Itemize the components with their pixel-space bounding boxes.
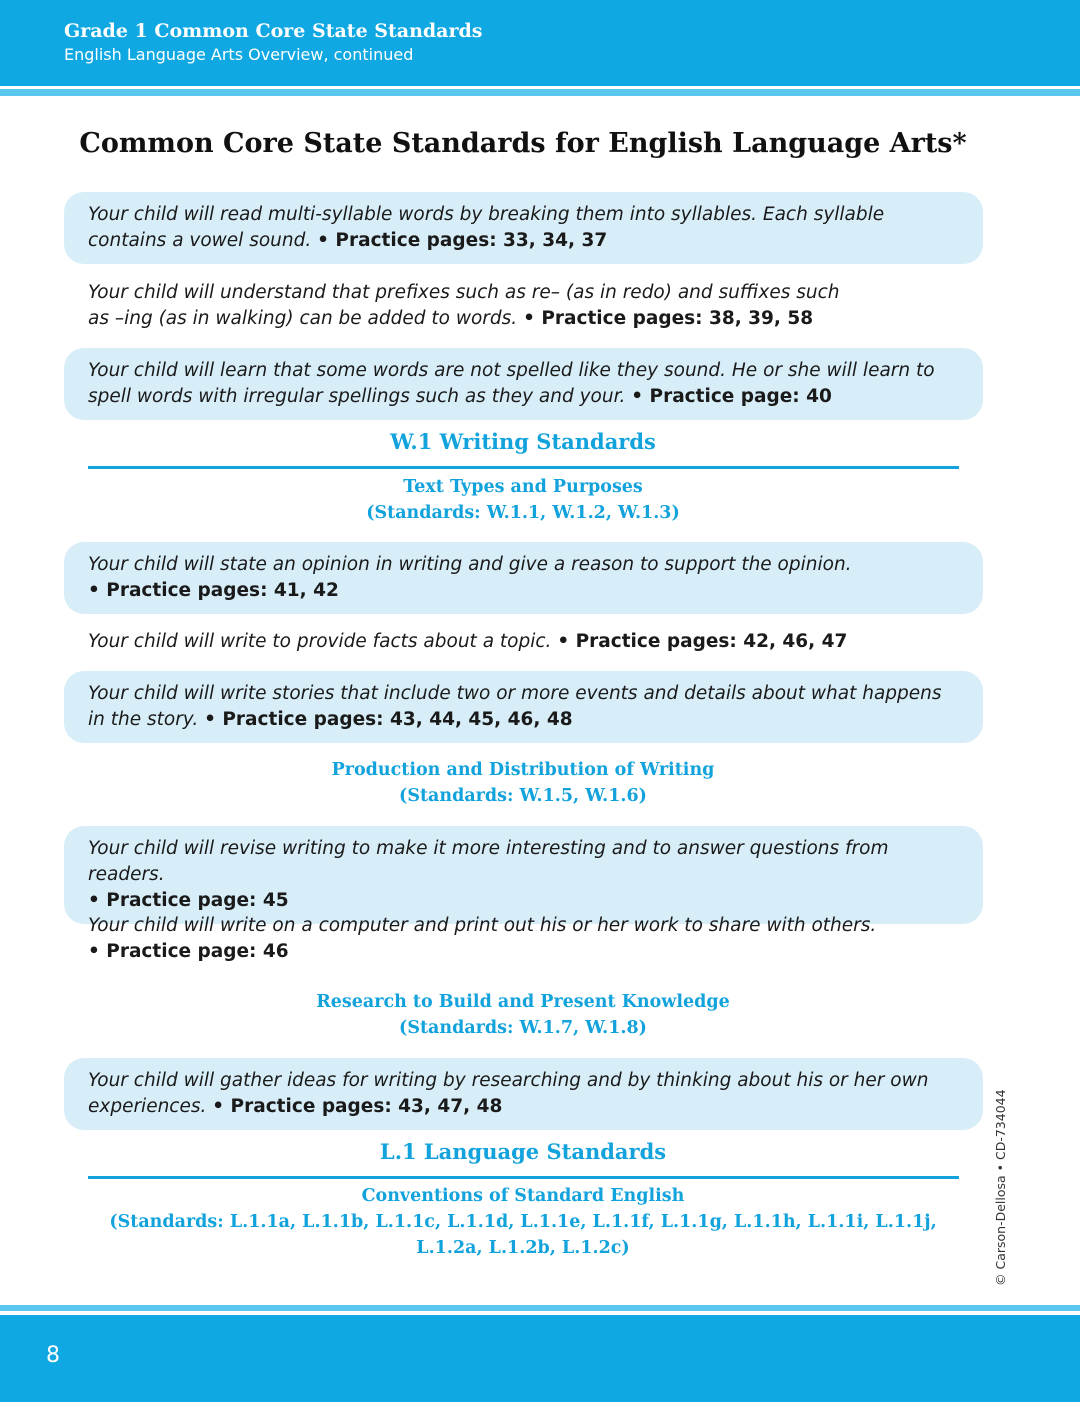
- item-practice-pages: • Practice pages: 43, 44, 45, 46, 48: [204, 709, 573, 730]
- page-number: 8: [46, 1343, 60, 1368]
- item-statement: Your child will understand that prefixes such as re– (as in redo) and suffixes such as –ing (as in walking) can be added to words.: [88, 282, 840, 329]
- header-divider: [0, 89, 1080, 96]
- standard-item: [64, 270, 983, 342]
- item-practice-pages: • Practice pages: 33, 34, 37: [317, 230, 608, 251]
- item-statement: Your child will state an opinion in writing and give a reason to support the opinion.: [88, 554, 852, 575]
- subhead-standards: (Standards: W.1.1, W.1.2, W.1.3): [366, 503, 680, 523]
- item-practice-pages: • Practice page: 40: [631, 386, 832, 407]
- standard-item: [64, 903, 983, 975]
- item-statement: Your child will read multi-syllable words by breaking them into syllables. Each syllable contains a vowel sound.: [88, 204, 885, 251]
- item-statement: Your child will revise writing to make it more interesting and to answer questions from readers.: [88, 838, 889, 885]
- section-rule: [88, 466, 959, 469]
- item-practice-pages: • Practice pages: 41, 42: [88, 580, 339, 601]
- subhead-title: Research to Build and Present Knowledge: [316, 992, 730, 1012]
- subhead-standards: (Standards: W.1.7, W.1.8): [399, 1018, 647, 1038]
- item-practice-pages: • Practice page: 45: [88, 890, 289, 911]
- standard-item: [64, 671, 983, 743]
- subhead-standards-line1: (Standards: L.1.1a, L.1.1b, L.1.1c, L.1.1d, L.1.1e, L.1.1f, L.1.1g, L.1.1h, L.1.1i, L.1.1j,: [109, 1212, 937, 1232]
- page-header: [0, 0, 1080, 86]
- page-footer: [0, 1315, 1080, 1402]
- item-practice-pages: • Practice page: 46: [88, 941, 289, 962]
- item-practice-pages: • Practice pages: 38, 39, 58: [523, 308, 814, 329]
- subhead-title: Text Types and Purposes: [403, 477, 643, 497]
- header-subtitle: English Language Arts Overview, continued: [64, 45, 414, 64]
- item-statement: Your child will write on a computer and print out his or her work to share with others.: [88, 915, 877, 936]
- item-statement: Your child will write to provide facts about a topic.: [88, 631, 552, 652]
- subhead-production: [0, 757, 1046, 809]
- standard-item: [64, 619, 983, 665]
- item-statement: Your child will write stories that include two or more events and details about what happens in the story.: [88, 683, 942, 730]
- item-practice-pages: • Practice pages: 43, 47, 48: [212, 1096, 503, 1117]
- item-statement: Your child will gather ideas for writing by researching and by thinking about his or her own experiences.: [88, 1070, 929, 1117]
- footer-divider: [0, 1305, 1080, 1311]
- section-heading-language: L.1 Language Standards: [379, 1139, 667, 1164]
- subhead-standards-line2: L.1.2a, L.1.2b, L.1.2c): [416, 1238, 630, 1258]
- subhead-research: [0, 989, 1046, 1041]
- standard-item: [64, 542, 983, 614]
- standard-item: [64, 192, 983, 264]
- standard-item: [64, 348, 983, 420]
- item-practice-pages: • Practice pages: 42, 46, 47: [557, 631, 848, 652]
- page-title: Common Core State Standards for English Language Arts*: [79, 128, 967, 159]
- section-heading-writing: W.1 Writing Standards: [390, 429, 656, 454]
- subhead-text-types: [0, 474, 1046, 526]
- subhead-conventions: [0, 1183, 1046, 1261]
- subhead-title: Conventions of Standard English: [361, 1186, 685, 1206]
- subhead-standards: (Standards: W.1.5, W.1.6): [399, 786, 647, 806]
- standard-item: [64, 1058, 983, 1130]
- item-statement: Your child will learn that some words are not spelled like they sound. He or she will learn to spell words with irregular spellings such as they and your.: [88, 360, 935, 407]
- section-rule: [88, 1176, 959, 1179]
- subhead-title: Production and Distribution of Writing: [331, 760, 715, 780]
- copyright-notice: © Carson-Dellosa • CD-734044: [993, 1089, 1008, 1286]
- header-title: Grade 1 Common Core State Standards: [64, 20, 483, 42]
